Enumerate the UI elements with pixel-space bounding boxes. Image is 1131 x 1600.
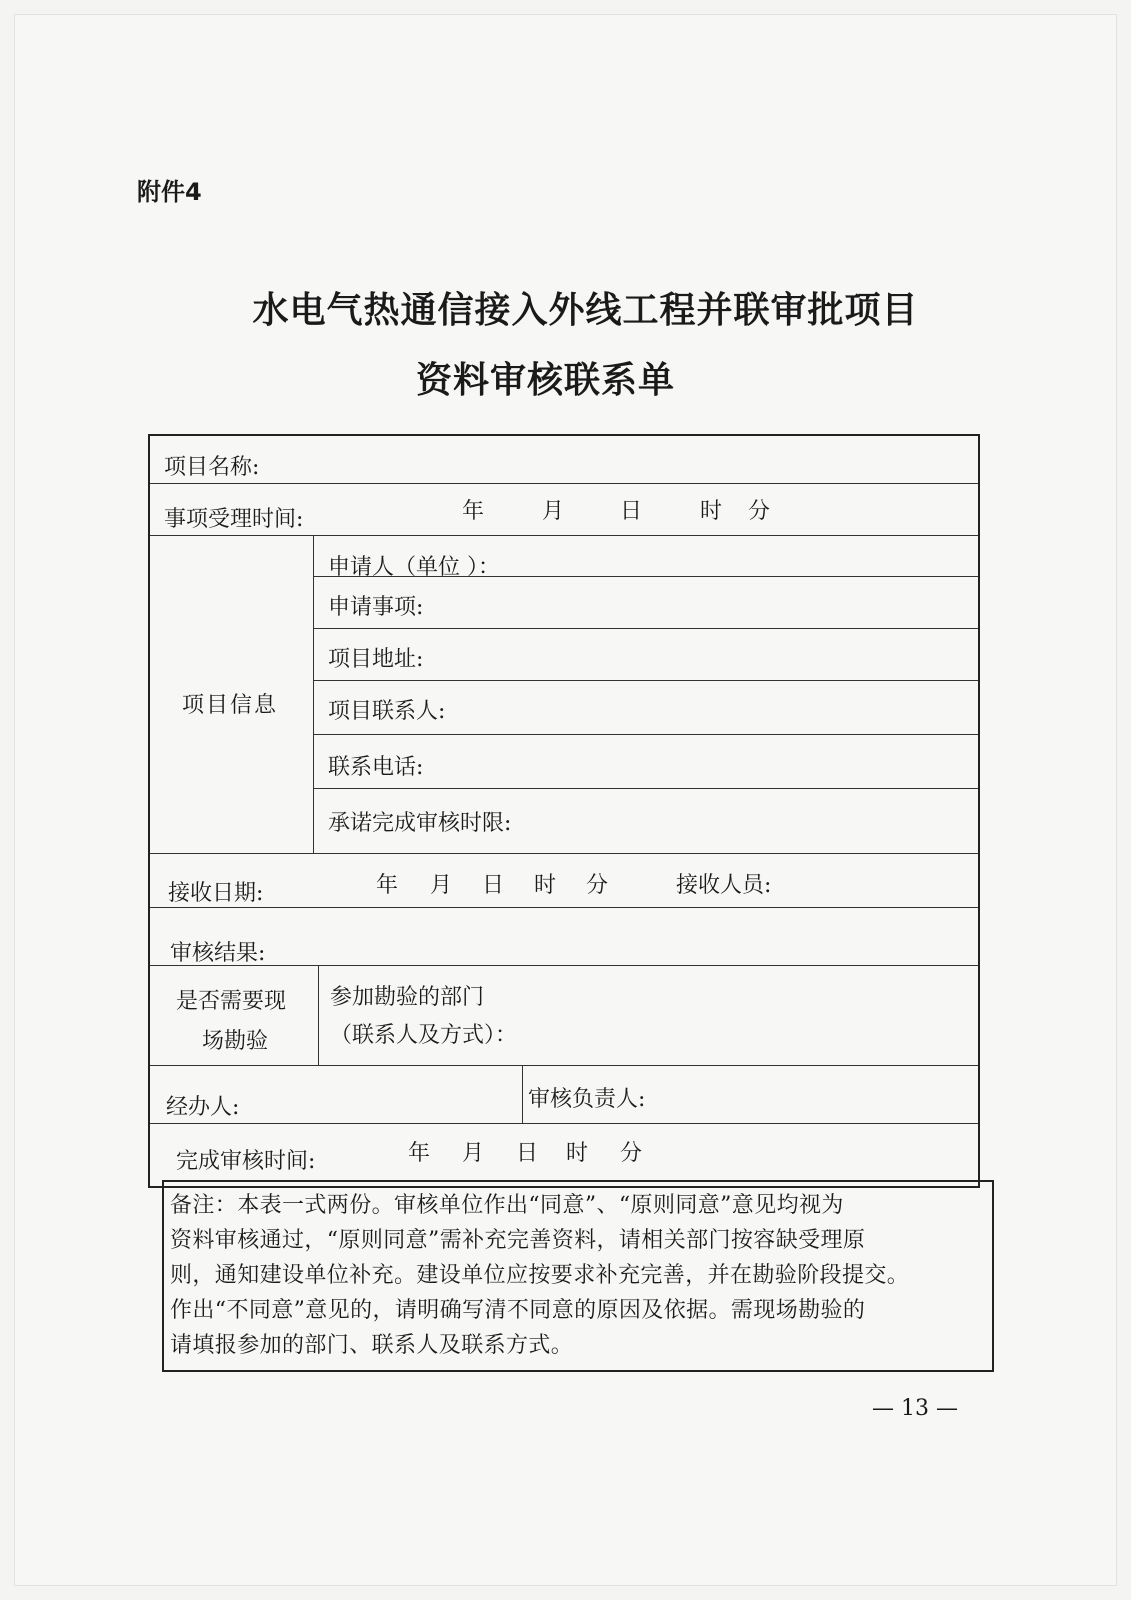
remark-line: 则，通知建设单位补充。建设单位应按要求补充完善，并在勘验阶段提交。 bbox=[170, 1263, 910, 1288]
complete-month: 月 bbox=[462, 1141, 485, 1166]
review-result-label: 审核结果: bbox=[170, 941, 266, 966]
receive-day: 日 bbox=[482, 873, 505, 898]
receive-date-row bbox=[150, 854, 978, 908]
complete-time-label: 完成审核时间: bbox=[176, 1149, 316, 1174]
accept-time-minute: 分 bbox=[748, 499, 771, 524]
accept-time-row bbox=[150, 484, 978, 536]
remark-box bbox=[162, 1180, 994, 1372]
receive-hour: 时 bbox=[534, 873, 557, 898]
site-survey-label-1: 是否需要现 bbox=[176, 989, 287, 1014]
review-deadline-label: 承诺完成审核时限: bbox=[328, 811, 512, 836]
complete-hour: 时 bbox=[566, 1141, 589, 1166]
project-address-row bbox=[314, 628, 978, 681]
apply-item-row bbox=[314, 576, 978, 629]
review-result-row bbox=[150, 908, 978, 966]
document-title-line1: 水电气热通信接入外线工程并联审批项目 bbox=[252, 289, 919, 331]
survey-depts-label-1: 参加勘验的部门 bbox=[330, 985, 485, 1010]
accept-time-hour: 时 bbox=[700, 499, 723, 524]
project-info-label: 项目信息 bbox=[182, 693, 279, 718]
receive-date-label: 接收日期: bbox=[168, 881, 264, 906]
accept-time-day: 日 bbox=[620, 499, 643, 524]
project-name-label: 项目名称: bbox=[164, 455, 260, 480]
accept-time-year: 年 bbox=[462, 499, 485, 524]
remark-line: 作出“不同意”意见的，请明确写清不同意的原因及依据。需现场勘验的 bbox=[170, 1298, 866, 1323]
remark-line: 请填报参加的部门、联系人及联系方式。 bbox=[170, 1333, 574, 1358]
project-name-row bbox=[150, 436, 978, 484]
project-address-label: 项目地址: bbox=[328, 647, 424, 672]
project-info-label-cell bbox=[150, 536, 314, 853]
complete-minute: 分 bbox=[620, 1141, 643, 1166]
document-title-line2: 资料审核联系单 bbox=[415, 359, 675, 401]
receive-year: 年 bbox=[376, 873, 399, 898]
receive-minute: 分 bbox=[586, 873, 609, 898]
complete-time-row bbox=[150, 1124, 978, 1186]
applicant-label: 申请人（单位 ）： bbox=[328, 555, 500, 580]
complete-year: 年 bbox=[408, 1141, 431, 1166]
receive-month: 月 bbox=[430, 873, 453, 898]
handler-label: 经办人: bbox=[166, 1095, 240, 1120]
apply-item-label: 申请事项: bbox=[328, 595, 424, 620]
accept-time-label: 事项受理时间: bbox=[164, 507, 304, 532]
attachment-label: 附件4 bbox=[137, 178, 202, 206]
page-number: — 13 — bbox=[872, 1396, 958, 1421]
survey-depts-label-2: （联系人及方式）： bbox=[330, 1023, 518, 1048]
applicant-row bbox=[314, 536, 978, 580]
accept-time-month: 月 bbox=[542, 499, 565, 524]
receiver-label: 接收人员: bbox=[676, 873, 772, 898]
project-contact-row bbox=[314, 680, 978, 735]
review-deadline-row bbox=[314, 788, 978, 854]
complete-day: 日 bbox=[516, 1141, 539, 1166]
site-survey-label-2: 场勘验 bbox=[202, 1029, 269, 1054]
project-contact-label: 项目联系人: bbox=[328, 699, 446, 724]
remark-line: 资料审核通过，“原则同意”需补充完善资料，请相关部门按容缺受理原 bbox=[170, 1228, 866, 1253]
review-form-table bbox=[148, 434, 980, 1188]
review-lead-label: 审核负责人: bbox=[528, 1087, 646, 1112]
contact-phone-row bbox=[314, 734, 978, 789]
remark-line: 备注：本表一式两份。审核单位作出“同意”、“原则同意”意见均视为 bbox=[170, 1193, 844, 1218]
contact-phone-label: 联系电话: bbox=[328, 755, 424, 780]
handler-row bbox=[150, 1066, 978, 1124]
project-info-block bbox=[150, 536, 978, 854]
project-info-fields bbox=[314, 536, 978, 853]
site-survey-row bbox=[150, 966, 978, 1066]
